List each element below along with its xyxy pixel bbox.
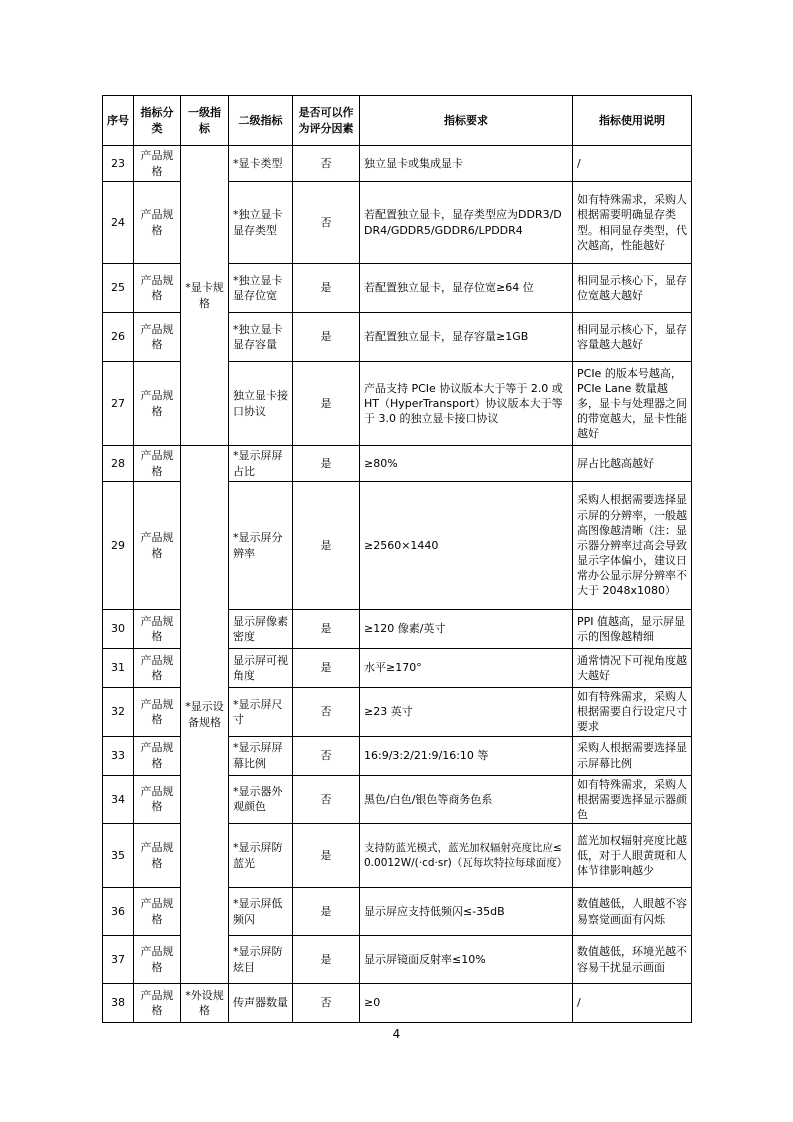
row-requirement: 显示屏应支持低频闪≤-35dB xyxy=(360,888,573,936)
row-level2: *显卡类型 xyxy=(229,146,293,182)
row-requirement: ≥23 英寸 xyxy=(360,688,573,737)
row-scoring: 否 xyxy=(293,775,360,824)
row-no: 37 xyxy=(103,936,134,984)
row-no: 36 xyxy=(103,888,134,936)
row-no: 34 xyxy=(103,775,134,824)
row-category: 产品规格 xyxy=(134,688,181,737)
row-notes: / xyxy=(573,984,692,1023)
row-level2: *独立显卡显存位宽 xyxy=(229,264,293,313)
row-level2: *独立显卡显存容量 xyxy=(229,313,293,362)
header-notes: 指标使用说明 xyxy=(573,96,692,146)
row-notes: 相同显示核心下，显存容量越大越好 xyxy=(573,313,692,362)
row-requirement: 若配置独立显卡，显存容量≥1GB xyxy=(360,313,573,362)
row-scoring: 是 xyxy=(293,446,360,482)
row-no: 30 xyxy=(103,610,134,649)
header-requirement: 指标要求 xyxy=(360,96,573,146)
row-level2: *显示器外观颜色 xyxy=(229,775,293,824)
row-notes: 数值越低，环境光越不容易干扰显示画面 xyxy=(573,936,692,984)
row-scoring: 是 xyxy=(293,824,360,888)
row-scoring: 是 xyxy=(293,610,360,649)
row-category: 产品规格 xyxy=(134,610,181,649)
row-no: 23 xyxy=(103,146,134,182)
row-category: 产品规格 xyxy=(134,824,181,888)
group-peripheral: *外设规格 xyxy=(181,984,229,1023)
row-category: 产品规格 xyxy=(134,984,181,1023)
row-no: 28 xyxy=(103,446,134,482)
row-requirement: ≥0 xyxy=(360,984,573,1023)
row-scoring: 否 xyxy=(293,736,360,775)
row-scoring: 否 xyxy=(293,182,360,264)
row-scoring: 是 xyxy=(293,264,360,313)
row-category: 产品规格 xyxy=(134,362,181,446)
row-no: 26 xyxy=(103,313,134,362)
header-category: 指标分类 xyxy=(134,96,181,146)
row-requirement: 支持防蓝光模式，蓝光加权辐射亮度比应≤0.0012W/(·cd·sr)（瓦每坎特拉每球面度） xyxy=(360,824,573,888)
row-no: 29 xyxy=(103,482,134,610)
row-requirement: 产品支持 PCIe 协议版本大于等于 2.0 或 HT（HyperTransport）协议版本大于等于 3.0 的独立显卡接口协议 xyxy=(360,362,573,446)
row-no: 38 xyxy=(103,984,134,1023)
row-category: 产品规格 xyxy=(134,736,181,775)
row-no: 24 xyxy=(103,182,134,264)
row-level2: *显示屏屏占比 xyxy=(229,446,293,482)
row-category: 产品规格 xyxy=(134,775,181,824)
row-scoring: 是 xyxy=(293,482,360,610)
row-requirement: 水平≥170° xyxy=(360,649,573,688)
row-category: 产品规格 xyxy=(134,649,181,688)
row-scoring: 是 xyxy=(293,936,360,984)
header-scoring: 是否可以作为评分因素 xyxy=(293,96,360,146)
row-category: 产品规格 xyxy=(134,313,181,362)
table-row xyxy=(103,146,692,182)
row-notes: 采购人根据需要选择显示屏幕比例 xyxy=(573,736,692,775)
row-requirement: 独立显卡或集成显卡 xyxy=(360,146,573,182)
row-notes: 相同显示核心下，显存位宽越大越好 xyxy=(573,264,692,313)
table-row xyxy=(103,984,692,1023)
row-notes: 如有特殊需求，采购人根据需要明确显存类型。相同显存类型，代次越高，性能越好 xyxy=(573,182,692,264)
row-level2: *独立显卡显存类型 xyxy=(229,182,293,264)
row-notes: / xyxy=(573,146,692,182)
row-level2: *显示屏防炫目 xyxy=(229,936,293,984)
row-scoring: 是 xyxy=(293,649,360,688)
table-row xyxy=(103,446,692,482)
spec-table xyxy=(102,95,692,1023)
row-requirement: 黑色/白色/银色等商务色系 xyxy=(360,775,573,824)
row-level2: *显示屏低频闪 xyxy=(229,888,293,936)
row-scoring: 否 xyxy=(293,984,360,1023)
row-requirement: ≥2560×1440 xyxy=(360,482,573,610)
row-requirement: 若配置独立显卡，显存类型应为DDR3/DDR4/GDDR5/GDDR6/LPDDR4 xyxy=(360,182,573,264)
row-category: 产品规格 xyxy=(134,264,181,313)
row-notes: 通常情况下可视角度越大越好 xyxy=(573,649,692,688)
row-level2: *显示屏防蓝光 xyxy=(229,824,293,888)
row-notes: 数值越低，人眼越不容易察觉画面有闪烁 xyxy=(573,888,692,936)
header-level2: 二级指标 xyxy=(229,96,293,146)
row-requirement: 若配置独立显卡，显存位宽≥64 位 xyxy=(360,264,573,313)
row-notes: 如有特殊需求，采购人根据需要自行设定尺寸要求 xyxy=(573,688,692,737)
row-no: 31 xyxy=(103,649,134,688)
row-category: 产品规格 xyxy=(134,146,181,182)
row-level2: *显示屏屏幕比例 xyxy=(229,736,293,775)
row-notes: 如有特殊需求，采购人根据需要选择显示器颜色 xyxy=(573,775,692,824)
header-level1: 一级指标 xyxy=(181,96,229,146)
row-no: 32 xyxy=(103,688,134,737)
row-level2: 显示屏像素密度 xyxy=(229,610,293,649)
row-notes: 屏占比越高越好 xyxy=(573,446,692,482)
row-requirement: ≥80% xyxy=(360,446,573,482)
row-scoring: 否 xyxy=(293,688,360,737)
header-row xyxy=(103,96,692,146)
row-level2: 传声器数量 xyxy=(229,984,293,1023)
row-no: 33 xyxy=(103,736,134,775)
row-category: 产品规格 xyxy=(134,182,181,264)
row-level2: 独立显卡接口协议 xyxy=(229,362,293,446)
row-notes: 蓝光加权辐射亮度比越低，对于人眼黄斑和人体节律影响越少 xyxy=(573,824,692,888)
row-category: 产品规格 xyxy=(134,936,181,984)
row-level2: *显示屏尺寸 xyxy=(229,688,293,737)
group-display: *显示设备规格 xyxy=(181,446,229,984)
row-no: 27 xyxy=(103,362,134,446)
row-level2: *显示屏分辨率 xyxy=(229,482,293,610)
row-level2: 显示屏可视角度 xyxy=(229,649,293,688)
group-gpu: *显卡规格 xyxy=(181,146,229,446)
row-scoring: 是 xyxy=(293,888,360,936)
row-requirement: ≥120 像素/英寸 xyxy=(360,610,573,649)
row-scoring: 否 xyxy=(293,146,360,182)
row-scoring: 是 xyxy=(293,362,360,446)
header-no: 序号 xyxy=(103,96,134,146)
row-notes: PCIe 的版本号越高，PCIe Lane 数量越多，显卡与处理器之间的带宽越大，显卡性能越好 xyxy=(573,362,692,446)
row-category: 产品规格 xyxy=(134,482,181,610)
row-notes: 采购人根据需要选择显示屏的分辨率，一般越高图像越清晰（注：显示器分辨率过高会导致显示字体偏小，建议日常办公显示屏分辨率不大于 2048x1080） xyxy=(573,482,692,610)
row-category: 产品规格 xyxy=(134,888,181,936)
row-no: 35 xyxy=(103,824,134,888)
row-scoring: 是 xyxy=(293,313,360,362)
row-requirement: 显示屏镜面反射率≤10% xyxy=(360,936,573,984)
row-notes: PPI 值越高，显示屏显示的图像越精细 xyxy=(573,610,692,649)
row-no: 25 xyxy=(103,264,134,313)
row-category: 产品规格 xyxy=(134,446,181,482)
row-requirement: 16:9/3:2/21:9/16:10 等 xyxy=(360,736,573,775)
page-number: 4 xyxy=(392,1027,401,1041)
